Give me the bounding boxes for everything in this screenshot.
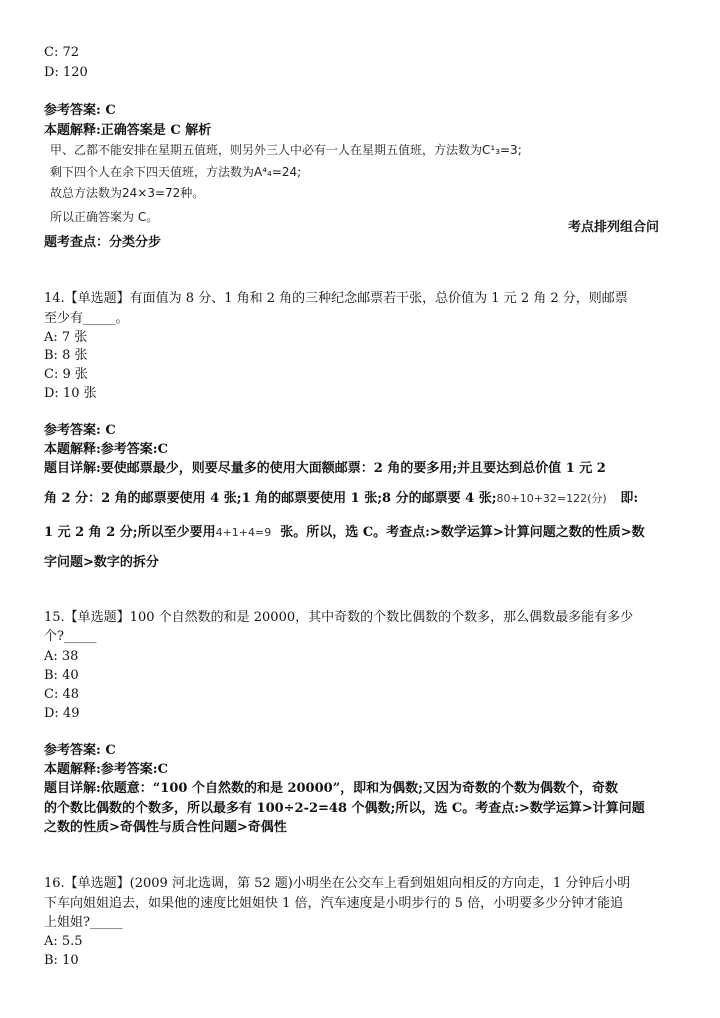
detail-line: 题目详解:要使邮票最少，则要尽量多的使用大面额邮票：2 角的要多用;并且要达到总价值 1 元 2 [44, 461, 606, 476]
detail-text: 张。所以，选 C。考查点:>数学运算>计算问题之数的性质>数 [280, 525, 645, 540]
solution-line: 剩下四个人在余下四天值班，方法数为A⁴₄=24; [50, 165, 302, 179]
detail-text: 1 元 2 角 2 分;所以至少要用 [44, 525, 216, 540]
formula: 80+10+32=122(分) [496, 492, 607, 505]
reference-answer: 参考答案: C [44, 423, 116, 438]
detail-line [44, 526, 645, 539]
explanation-label: 本题解释:参考答案:C [44, 762, 168, 777]
option-a: A: 7 张 [44, 330, 88, 345]
detail-line: 的个数比偶数的个数多，所以最多有 100÷2-2=48 个偶数;所以，选 C。考查点:>数学运算>计算问题 [44, 801, 645, 816]
question-stem: 至少有_____。 [44, 311, 129, 326]
option-a: A: 38 [44, 649, 79, 664]
option-d: D: 49 [44, 706, 80, 721]
option-c: C: 72 [44, 45, 80, 60]
topic-tag: 考点排列组合问 [568, 220, 660, 235]
topic-category: 题考查点：分类分步 [44, 235, 162, 250]
explanation-label: 本题解释:参考答案:C [44, 442, 168, 457]
formula: 4+1+4=9 [215, 526, 272, 539]
question-stem: 上姐姐?_____ [44, 915, 123, 930]
detail-text: 角 2 分：2 角的邮票要使用 4 张;1 角的邮票要使用 1 张;8 分的邮票要 4 张; [44, 491, 497, 506]
option-b: B: 10 [44, 953, 79, 968]
detail-text: 即: [620, 491, 639, 506]
detail-line: 之数的性质>奇偶性与质合性问题>奇偶性 [44, 820, 287, 835]
option-d: D: 120 [44, 65, 88, 80]
detail-line [44, 492, 638, 505]
detail-line: 题目详解:依题意：“100 个自然数的和是 20000”，即和为偶数;又因为奇数的个数为偶数个，奇数 [44, 781, 618, 796]
explanation-label: 本题解释:正确答案是 C 解析 [44, 123, 212, 138]
solution-line: 所以正确答案为 C。 [50, 210, 159, 224]
option-c: C: 48 [44, 687, 80, 702]
question-stem: 下车向姐姐追去，如果他的速度比姐姐快 1 倍，汽车速度是小明步行的 5 倍，小明要多少分钟才能追 [44, 896, 624, 911]
option-c: C: 9 张 [44, 367, 88, 382]
option-b: B: 8 张 [44, 348, 88, 363]
solution-line: 甲、乙都不能安排在星期五值班，则另外三人中必有一人在星期五值班，方法数为C¹₃=3; [50, 143, 522, 157]
detail-line: 字问题>数字的拆分 [44, 555, 159, 570]
reference-answer: 参考答案: C [44, 103, 116, 118]
option-a: A: 5.5 [44, 934, 83, 949]
solution-line: 故总方法数为24×3=72种。 [50, 186, 205, 200]
option-b: B: 40 [44, 668, 79, 683]
reference-answer: 参考答案: C [44, 743, 116, 758]
option-d: D: 10 张 [44, 386, 97, 401]
question-stem: 个?_____ [44, 629, 97, 644]
question-stem: 16.【单选题】(2009 河北选调，第 52 题)小明坐在公交车上看到姐姐向相反的方向走，1 分钟后小明 [44, 876, 631, 891]
question-stem: 14.【单选题】有面值为 8 分、1 角和 2 角的三种纪念邮票若干张，总价值为 1 元 2 角 2 分，则邮票 [44, 291, 628, 306]
question-stem: 15.【单选题】100 个自然数的和是 20000，其中奇数的个数比偶数的个数多，那么偶数最多能有多少 [44, 610, 634, 625]
